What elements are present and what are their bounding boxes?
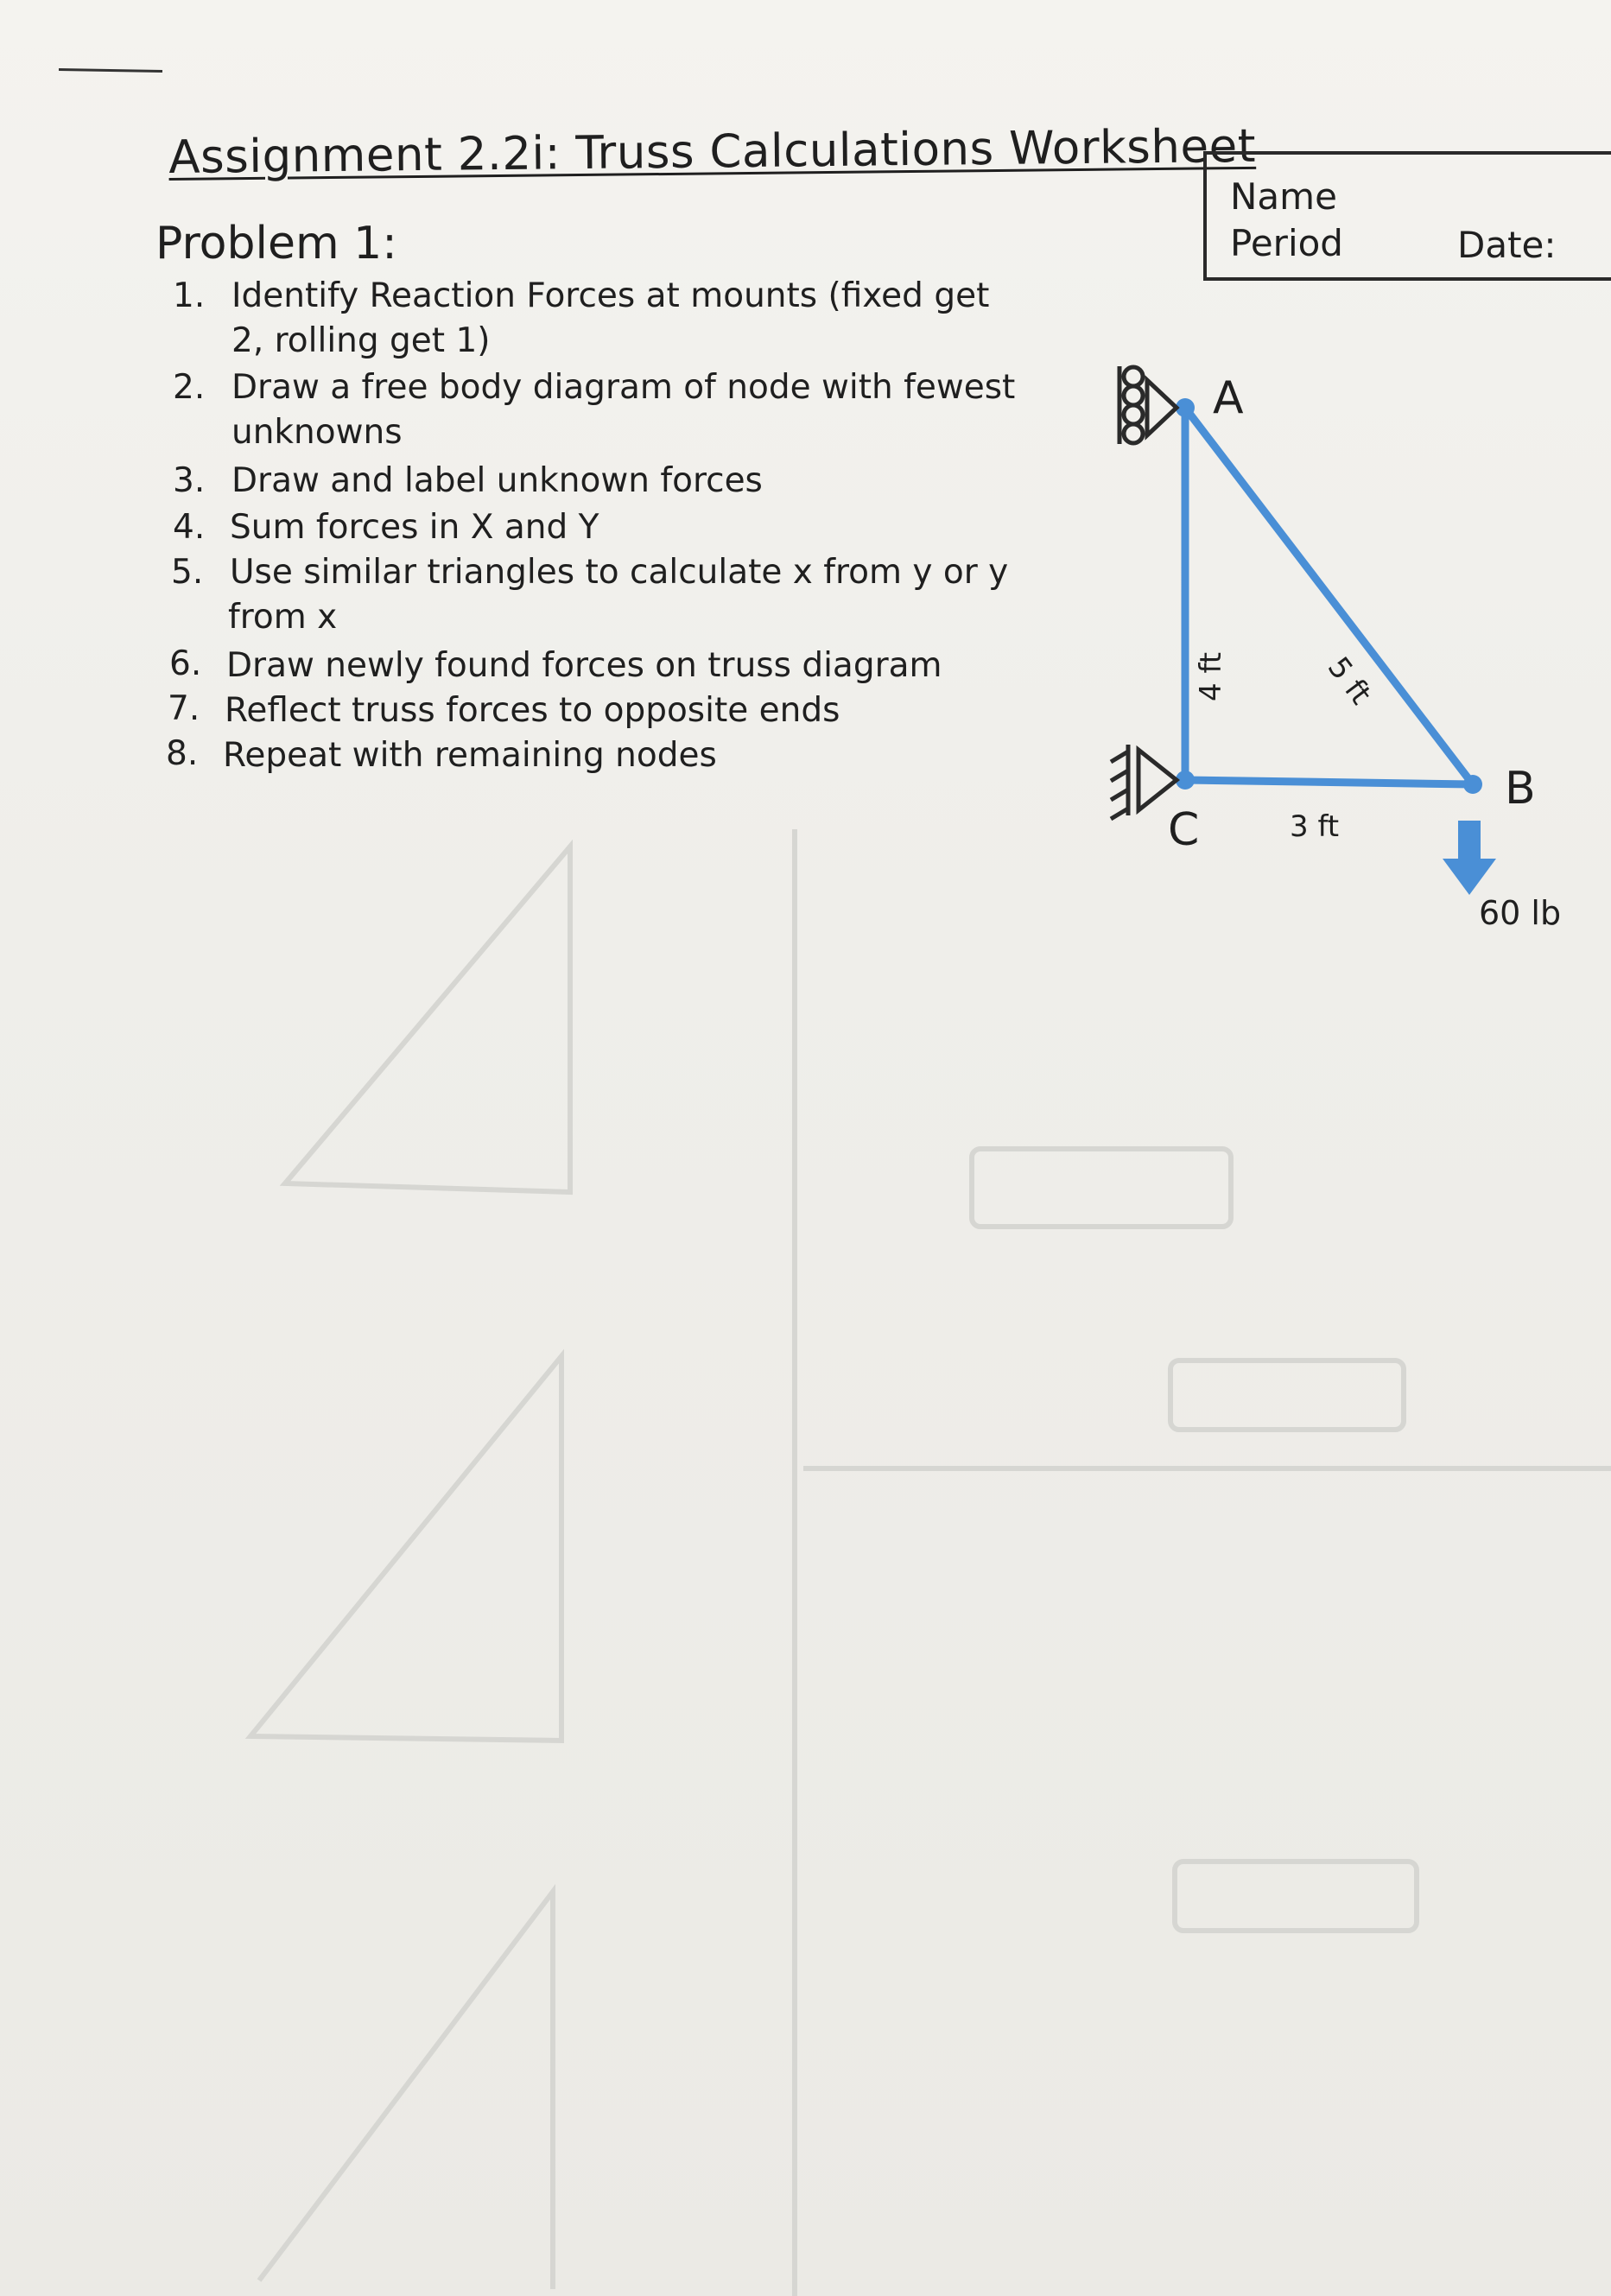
dimension-hypotenuse: 5 ft [1320, 650, 1379, 712]
truss-members [1185, 408, 1473, 784]
step-3-number: 3. [173, 461, 206, 500]
step-7-number: 7. [168, 689, 200, 728]
step-7-line-1: Reflect truss forces to opposite ends [225, 691, 840, 730]
member-ab [1185, 408, 1473, 784]
date-label: Date: [1457, 224, 1557, 266]
load-label: 60 lb [1479, 894, 1562, 932]
step-1-line-2: 2, rolling get 1) [232, 321, 491, 360]
step-2-line-1: Draw a free body diagram of node with fewest [232, 368, 1016, 407]
step-8-line-1: Repeat with remaining nodes [223, 736, 717, 775]
load-arrow-icon [1443, 821, 1496, 895]
step-6-line-1: Draw newly found forces on truss diagram [226, 646, 942, 685]
step-1-line-1: Identify Reaction Forces at mounts (fixed get [232, 276, 990, 315]
step-2-number: 2. [173, 368, 206, 407]
step-5-line-1: Use similar triangles to calculate x from y or y [230, 553, 1009, 592]
name-label: Name [1230, 175, 1337, 218]
problem-heading: Problem 1: [155, 218, 397, 270]
dimension-horizontal: 3 ft [1290, 809, 1340, 844]
pin-support-icon [1111, 745, 1177, 819]
step-2-line-2: unknowns [232, 413, 403, 452]
step-1-number: 1. [173, 276, 206, 315]
period-label: Period [1230, 222, 1343, 264]
roller-support-icon [1119, 366, 1177, 444]
member-cb [1185, 780, 1473, 784]
step-8-number: 8. [166, 734, 199, 773]
worksheet-title: Assignment 2.2i: Truss Calculations Worksheet [168, 119, 1257, 184]
node-c-label: C [1168, 804, 1200, 856]
dimension-vertical: 4 ft [1194, 651, 1228, 701]
node-b-joint [1463, 775, 1482, 794]
step-4-number: 4. [173, 508, 206, 547]
step-5-line-2: from x [228, 598, 338, 637]
node-b-label: B [1505, 763, 1536, 815]
step-5-number: 5. [171, 553, 204, 592]
node-a-label: A [1213, 372, 1244, 424]
step-6-number: 6. [169, 644, 202, 683]
step-3-line-1: Draw and label unknown forces [232, 461, 763, 500]
step-4-line-1: Sum forces in X and Y [230, 508, 599, 547]
